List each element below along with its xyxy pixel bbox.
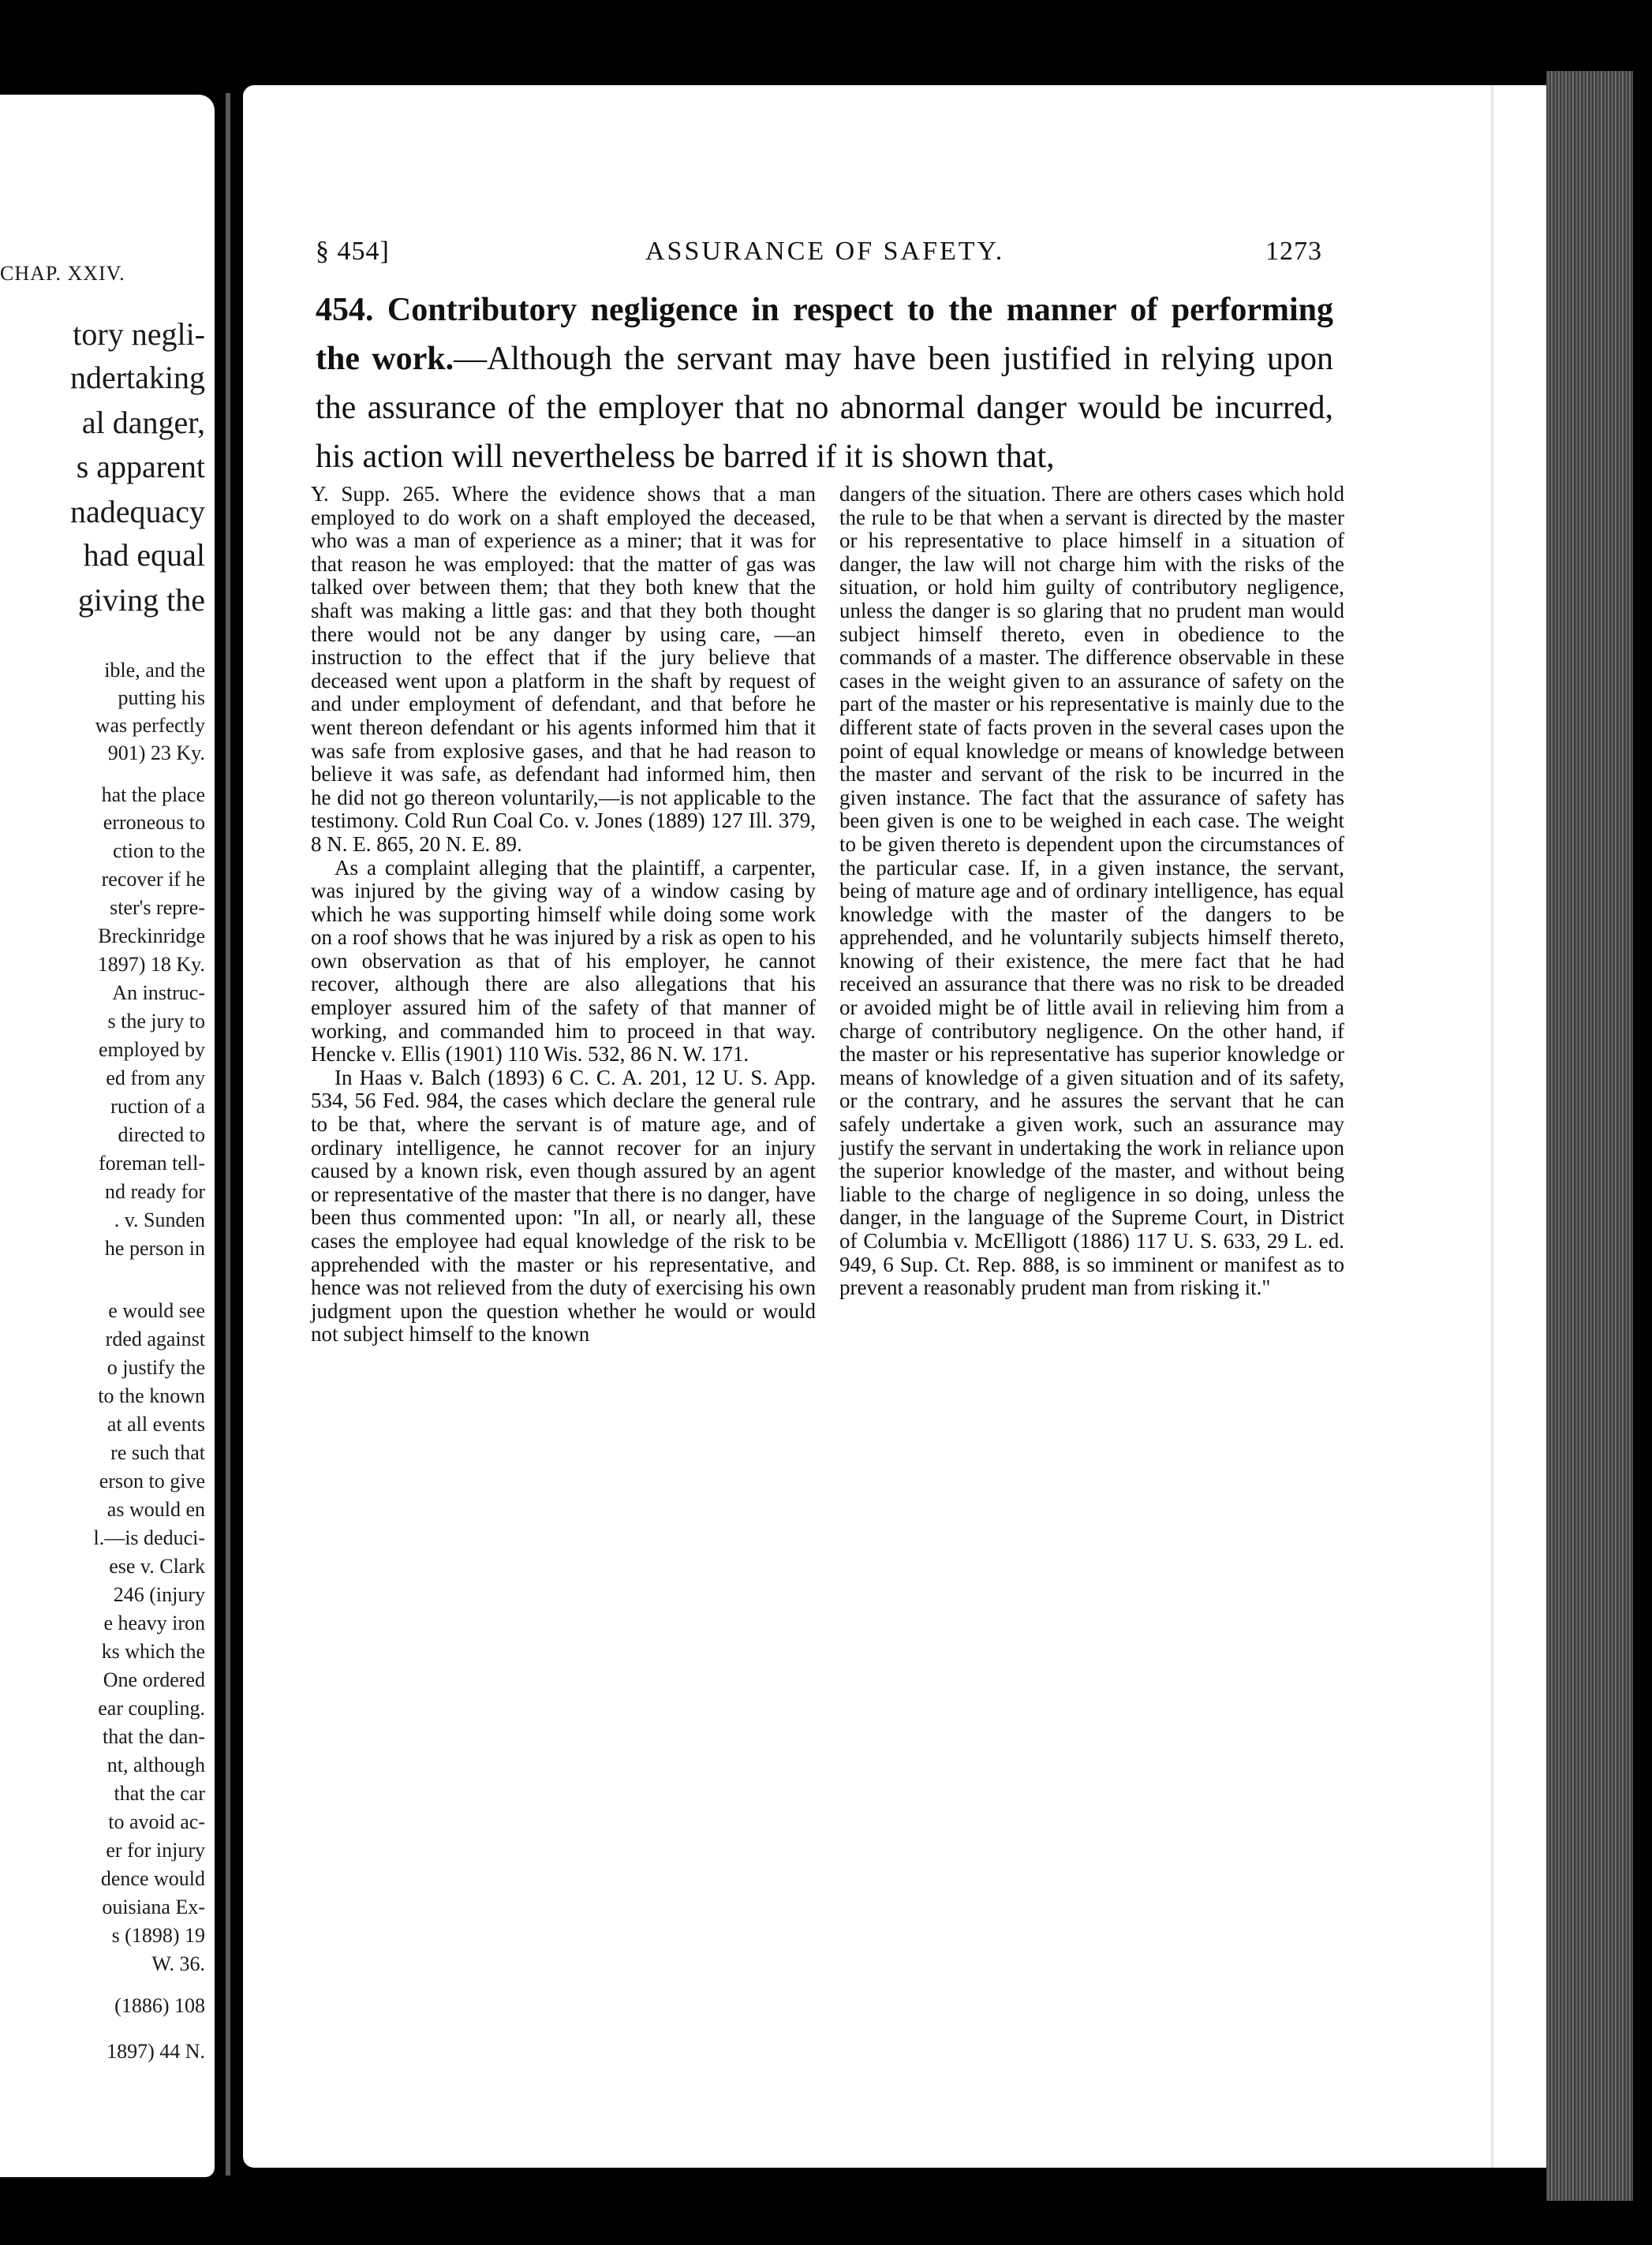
left-page-fragment: rded against (105, 1328, 205, 1350)
gutter (226, 93, 230, 2176)
left-page-fragment: ed from any (106, 1066, 205, 1089)
left-page-fragment: al danger, (81, 405, 205, 440)
left-page-fragment: l.—is deduci- (93, 1526, 205, 1549)
left-page-fragment: hat the place (101, 783, 205, 806)
page-fold (1491, 85, 1493, 2168)
left-page-fragment: 1897) 44 N. (107, 2040, 205, 2063)
left-paragraph-3: In Haas v. Balch (1893) 6 C. C. A. 201, 12 U. S. App. 534, 56 Fed. 984, the cases which declare the general rule to be that, where the servant is of mature age, and of ordinary intelligence, he cannot recover for an injury caused by a known risk, even though assured by an agent or representative of the master that there is no danger, have been thus commented upon: "In all, or nearly all, these cases the employee had equal knowledge of the risk to be apprehended with the master or his representative, and hence was not relieved from the duty of exercising his own judgment upon the question whether he would or would not subject himself to the known (311, 1065, 816, 1347)
left-page-fragment: ster's repre- (110, 896, 205, 919)
left-page-fragment: e would see (108, 1299, 205, 1322)
left-page-fragment: erson to give (99, 1470, 205, 1492)
left-page-fragment: he person in (104, 1237, 205, 1260)
left-page-fragment: at all events (107, 1413, 205, 1436)
right-column (839, 483, 1344, 1300)
left-page-fragment: was perfectly (95, 714, 205, 737)
left-page-fragment: nt, although (107, 1754, 205, 1776)
left-page-fragment: s the jury to (107, 1010, 205, 1033)
left-page-fragment: er for injury (106, 1839, 205, 1862)
left-page-fragment: giving the (77, 582, 205, 618)
left-page-fragment: that the car (114, 1782, 205, 1805)
left-page-fragment: ear coupling. (98, 1697, 205, 1720)
left-column (311, 483, 816, 1347)
left-paragraph-1: Y. Supp. 265. Where the evidence shows that a man employed to do work on a shaft employed the deceased, who was a man of experience as a miner; that it was for that reason he was employed: that the matter of gas was talked over between them; that they both knew that the shaft was making a little gas: and that they both thought there would not be any danger by using care, —an instruction to the effect that if the jury believe that deceased went upon a platform in the shaft by request of and under employment of defendant, and that before he went thereon defendant or his agents informed him that it was safe from explosive gases, and that he had reason to believe it was safe, as defendant had informed him, then he did not go thereon voluntarily,—is not applicable to the testimony. Cold Run Coal Co. v. Jones (1889) 127 Ill. 379, 8 N. E. 865, 20 N. E. 89. (311, 482, 816, 856)
left-page-fragment: ible, and the (104, 659, 205, 682)
facing-left-page (0, 95, 215, 2177)
left-page-fragment: s apparent (76, 449, 205, 484)
left-page-fragment: One ordered (103, 1668, 205, 1691)
left-page-fragment: putting his (118, 686, 205, 709)
page-number: 1273 (1265, 237, 1322, 266)
left-page-fragment: 246 (injury (113, 1583, 205, 1606)
left-page-fragment: ction to the (113, 839, 205, 862)
left-page-fragment: foreman tell- (99, 1152, 205, 1175)
left-page-fragment: recover if he (101, 868, 205, 891)
left-page-fragment: re such that (110, 1441, 205, 1464)
left-page-fragment: s (1898) 19 (111, 1924, 205, 1947)
left-page-fragment: 1897) 18 Ky. (97, 953, 205, 976)
left-page-fragment: nd ready for (104, 1180, 205, 1203)
left-page-fragment: ks which the (101, 1640, 205, 1663)
left-page-fragment: tory negli- (73, 316, 205, 352)
left-page-fragment: employed by (98, 1038, 205, 1061)
left-page-fragment: to avoid ac- (108, 1810, 205, 1833)
left-page-fragment: erroneous to (103, 811, 205, 834)
left-page-fragment: o justify the (107, 1356, 205, 1379)
left-page-fragment: ruction of a (110, 1095, 205, 1118)
left-page-fragment: An instruc- (112, 981, 205, 1004)
section-heading-bold: 454. Contributory negligence in respect to the manner of performing the work. (316, 292, 1333, 377)
chapter-head: CHAP. XXIV. (0, 262, 125, 285)
left-page-fragment: ouisiana Ex- (102, 1896, 205, 1918)
page-edges (1546, 71, 1633, 2201)
right-paragraph-1: dangers of the situation. There are others cases which hold the rule to be that when a servant is directed by the master or his representative to place himself in a situation of danger, the law will not charge him with the risks of the situation, or hold him guilty of contributory negligence, unless the danger is so glaring that no prudent man would subject himself thereto, even in obedience to the commands of a master. The difference observable in these cases in the weight given to an assurance of safety on the part of the master or his representative is mainly due to the different state of facts proven in the several cases upon the point of equal knowledge or means of knowledge between the master and servant of the risk to be incurred in the given instance. The fact that the assurance of safety has been given is one to be weighed in each case. The weight to be given thereto is dependent upon the circumstances of the particular case. If, in a given instance, the servant, being of mature age and of ordinary intelligence, has equal knowledge with the master of the dangers to be apprehended, and he voluntarily subjects himself thereto, knowing of their existence, the mere fact that he had received an assurance that there was no risk to be dreaded or avoided might be of little avail in relieving him from a charge of contributory negligence. On the other hand, if the master or his representative has superior knowledge or means of knowledge of a given situation and of its safety, or the contrary, and he assures the servant that he can safely undertake a given work, such an assurance may justify the servant in undertaking the work in reliance upon the superior knowledge of the master, and without being liable to the charge of negligence in so doing, unless the danger, in the language of the Supreme Court, in District of Columbia v. McElligott (1886) 117 U. S. 633, 29 L. ed. 949, 6 Sup. Ct. Rep. 888, is so imminent or manifest as to prevent a reasonably prudent man from risking it." (839, 482, 1344, 1300)
left-page-fragment: . v. Sunden (114, 1208, 205, 1231)
running-title: ASSURANCE OF SAFETY. (645, 237, 1005, 266)
left-page-fragment: as would en (107, 1498, 205, 1521)
left-page-fragment: had equal (83, 537, 205, 573)
left-page-fragment: dence would (100, 1867, 205, 1890)
left-page-fragment: directed to (118, 1123, 205, 1146)
section-heading-text: —Although the servant may have been justified in relying upon the assurance of the employer that no abnormal danger would be incurred, his action will nevertheless be barred if it is shown that, (316, 341, 1333, 475)
left-page-fragment: (1886) 108 (114, 1994, 205, 2017)
section-ref: § 454] (316, 237, 390, 266)
section-heading (316, 286, 1333, 481)
left-page-fragment: W. 36. (151, 1952, 205, 1975)
left-page-fragment: nadequacy (69, 494, 205, 529)
left-page-fragment: ndertaking (69, 360, 205, 395)
left-paragraph-2: As a complaint alleging that the plaintiff, a carpenter, was injured by the giving way of a window casing by which he was supporting himself while doing some work on a roof shows that he was injured by a risk as open to his own observation as that of his employer, he cannot recover, although there are also allegations that his employer assured him of the safety of that manner of working, and commanded him to proceed in that way. Hencke v. Ellis (1901) 110 Wis. 532, 86 N. W. 171. (311, 855, 816, 1066)
left-page-fragment: e heavy iron (103, 1612, 205, 1634)
left-page-fragment: to the known (98, 1384, 205, 1407)
left-page-fragment: 901) 23 Ky. (107, 741, 205, 764)
left-page-fragment: Breckinridge (98, 925, 205, 947)
left-page-fragment: ese v. Clark (109, 1555, 205, 1578)
left-page-fragment: that the dan- (103, 1725, 205, 1748)
